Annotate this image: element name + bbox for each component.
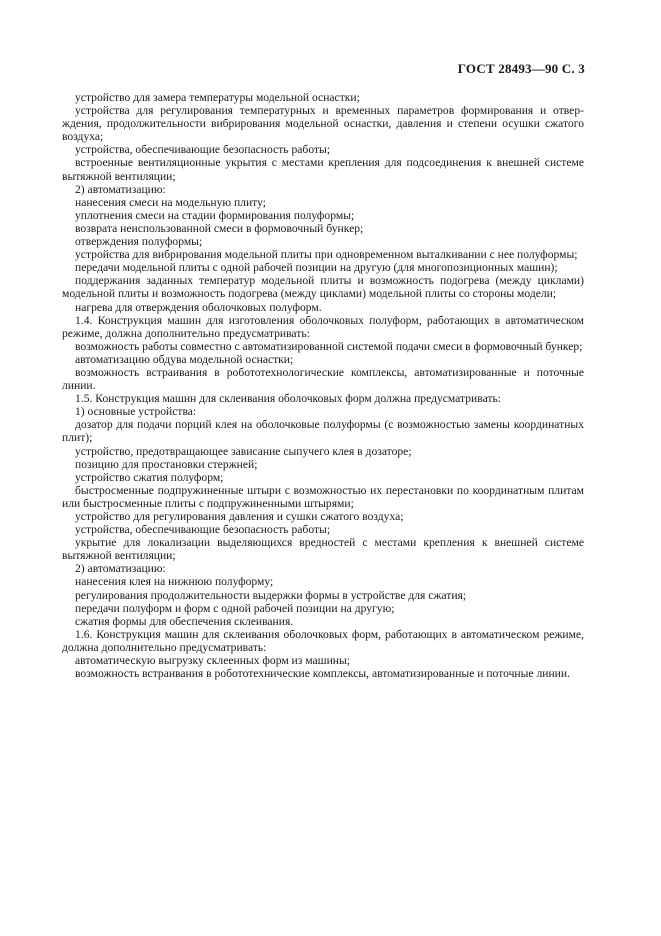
section-1-4: 1.4. Конструкция машин для изготовления оболочковых полуформ, работающих в автоматическом режиме, должна дополнительно предусматривать: <box>62 313 584 340</box>
paragraph: устройство для замера температуры модельной оснастки; <box>75 91 360 104</box>
paragraph: возможность работы совместно с автоматизированной системой подачи смеси в формовочный бункер; <box>75 339 583 353</box>
section-1-6: 1.6. Конструкция машин для склеивания оболочковых форм, работающих в автоматическом режиме, должна дополнительно предусматривать: <box>62 627 584 654</box>
paragraph: возможность встраивания в робототехнические комплексы, автоматизированные и поточные линии. <box>75 667 570 681</box>
paragraph: возврата неиспользованной смеси в формовочный бункер; <box>75 221 364 235</box>
paragraph: устройства, обеспечивающие безопасность работы; <box>75 143 331 157</box>
paragraph: передачи модельной плиты с одной рабочей позиции на другую (для многопозиционных машин); <box>75 261 558 275</box>
paragraph: встроенные вентиляционные укрытия с местами крепления для подсоединения к внешней системе вытяжной вентиляции; <box>62 156 584 183</box>
paragraph: дозатор для подачи порций клея на оболочковые полуформы (с возможностью замены координатных плит); <box>62 418 584 445</box>
paragraph: устройство для регулирования давления и сушки сжатого воздуха; <box>75 510 404 523</box>
paragraph: устройства для регулирования температурных и временных параметров формирования и отверждения, продолжительности вибрирования модельной оснастки, давления и степени осушки сжатого воздуха; <box>62 104 584 144</box>
page-header: ГОСТ 28493—90 С. 3 <box>457 61 585 76</box>
paragraph: автоматизацию обдува модельной оснастки; <box>75 352 294 366</box>
paragraph: быстросменные подпружиненные штыри с возможностью их перестановки по координатным плитам или быстросменные плиты с подпружиненными штырями; <box>62 483 584 510</box>
section-1-5: 1.5. Конструкция машин для склеивания оболочковых форм должна предусматривать: <box>75 392 501 406</box>
paragraph: регулирования продолжительности выдержки формы в устройстве для сжатия; <box>75 588 467 602</box>
paragraph: укрытие для локализации выделяющихся вредностей с местами крепления к внешней системе вытяжной вентиляции; <box>62 536 584 563</box>
paragraph: 2) автоматизацию: <box>75 562 166 576</box>
paragraph: устройство сжатия полуформ; <box>75 470 224 484</box>
paragraph: устройства, обеспечивающие безопасность работы; <box>75 523 331 537</box>
paragraph: нагрева для отверждения оболочковых полуформ. <box>75 300 322 314</box>
paragraph: передачи полуформ и форм с одной рабочей позиции на другую; <box>75 601 395 615</box>
paragraph: сжатия формы для обеспечения склеивания. <box>75 614 294 628</box>
paragraph: устройства для вибрирования модельной плиты при одновременном выталкивании с нее полуформы; <box>75 248 578 262</box>
paragraph: позицию для простановки стержней; <box>75 457 258 471</box>
document-body <box>62 91 584 680</box>
paragraph: нанесения смеси на модельную плиту; <box>75 195 266 209</box>
paragraph: возможность встраивания в робототехнологические комплексы, автоматизированные и поточные линии. <box>62 365 584 393</box>
paragraph: уплотнения смеси на стадии формирования полуформы; <box>75 208 355 222</box>
paragraph: поддержания заданных температур модельной плиты и возможность подогрева (между циклами) модельной плиты и возможность подогрева (между циклами) модельной плиты со стороны модели; <box>62 274 584 301</box>
paragraph: автоматическую выгрузку склеенных форм из машины; <box>75 654 350 668</box>
paragraph: отверждения полуформы; <box>75 235 203 249</box>
paragraph: нанесения клея на нижнюю полуформу; <box>75 575 274 589</box>
paragraph: 2) автоматизацию: <box>75 182 166 196</box>
paragraph: устройство, предотвращающее зависание сыпучего клея в дозаторе; <box>75 444 412 458</box>
paragraph: 1) основные устройства: <box>75 405 197 419</box>
